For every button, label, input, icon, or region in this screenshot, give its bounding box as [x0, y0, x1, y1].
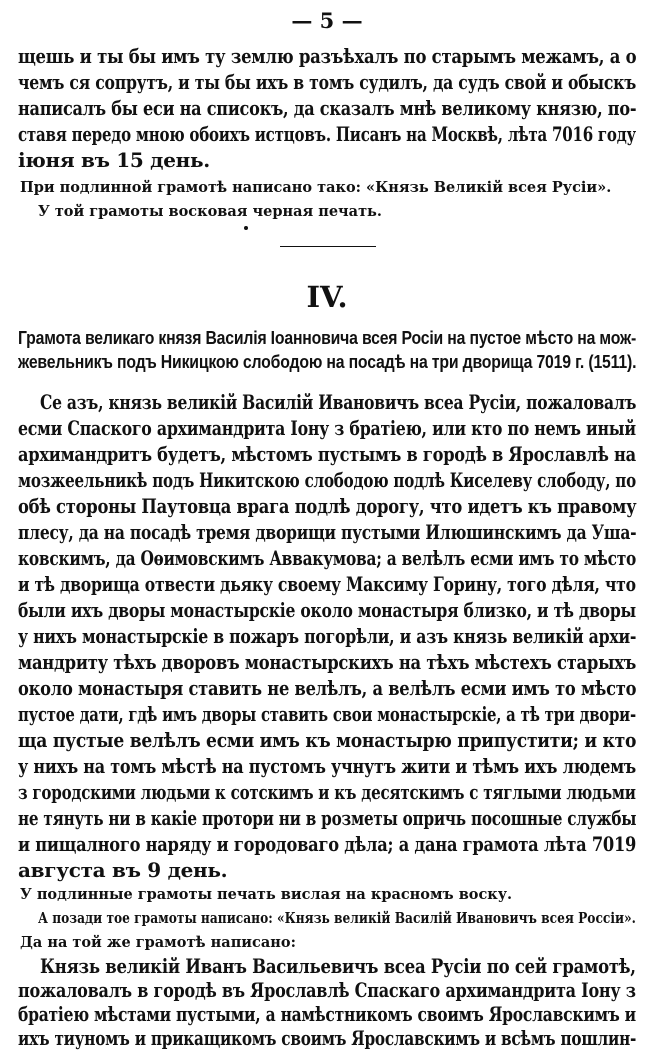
- text-line: не тянуть ни в какіе протори ни в розметы опричь посошные службы: [18, 806, 637, 830]
- text-line: з городскими людьми к сотскимъ и къ десятскимъ с тяглыми людьми: [18, 780, 636, 804]
- text-line: Се азъ, князь великій Василій Ивановичъ всеа Русіи, пожаловалъ: [40, 390, 637, 414]
- document-page: [18, 0, 637, 1050]
- text-line: ковскимъ, да Оѳимовскимъ Аввакумова; а велѣлъ есми имъ то мѣсто: [18, 546, 637, 570]
- text-line: августа въ 9 день.: [18, 858, 228, 882]
- ink-dot: [244, 226, 248, 230]
- note-line: А позади тое грамоты написано: «Князь великій Василій Ивановичъ всея Россіи».: [38, 910, 636, 927]
- note-line: При подлинной грамотѣ написано тако: «Князь Великій всея Русіи».: [20, 179, 612, 196]
- text-line: написалъ бы еси на списокъ, да сказалъ мнѣ великому князю, по-: [18, 96, 637, 120]
- text-line: чемъ ся сопрутъ, и ты бы ихъ в томъ судилъ, да судъ свой и обыскъ: [18, 70, 637, 94]
- text-line: и пищалного наряду и городоваго дѣла; а дана грамота лѣта 7019: [18, 832, 637, 856]
- text-line: щешь и ты бы имъ ту землю разъѣхалъ по старымъ межамъ, а о: [18, 44, 637, 68]
- text-line: плесу, да на посадѣ тремя дворищи пустыми Илюшинскимъ да Ушa-: [18, 520, 637, 544]
- text-line: у нихъ монастырскіе в пожаръ погорѣли, и азъ князь великій архи-: [18, 624, 637, 648]
- text-line: архимандритъ будетъ, мѣстомъ пустымъ в городѣ в Ярославлѣ на: [18, 442, 636, 466]
- text-line: братіею мѣстами пустыми, а намѣстникомъ своимъ Ярославскимъ и: [18, 1002, 636, 1026]
- text-line: обѣ стороны Паутовца врага подлѣ дорогу, что идетъ къ правому: [18, 494, 637, 518]
- note-line: Да на той же грамотѣ написано:: [20, 934, 296, 951]
- text-line: около монастыря ставить не велѣлъ, а велѣлъ есми имъ то мѣсто: [18, 676, 637, 700]
- note-line: У той грамоты восковая черная печать.: [38, 203, 382, 220]
- note-line: У подлинные грамоты печать вислая на красномъ воску.: [20, 886, 513, 903]
- text-line: пожаловалъ в городѣ въ Ярославлѣ Спаскаго архимандрита Іону з: [18, 978, 636, 1002]
- text-line: есми Спаского архимандрита Іону з братіею, или кто по немъ иный: [18, 416, 636, 440]
- text-line: ихъ тиуномъ и прикащикомъ своимъ Ярославскимъ и всѣмъ пошлин-: [18, 1026, 637, 1050]
- text-line: іюня въ 15 день.: [18, 148, 210, 172]
- section-numeral: IV.: [306, 280, 348, 314]
- text-line: ща пустые велѣлъ есми имъ къ монастырю припустити; и кто: [18, 728, 637, 752]
- heading-line: Грамота великаго князя Василія Іоанновича всея Росіи на пустое мѣсто на мож-: [18, 328, 637, 348]
- text-line: у нихъ на томъ мѣстѣ на пустомъ учнутъ жити и тѣмъ ихъ людемъ: [18, 754, 636, 778]
- text-line: пустое дати, гдѣ имъ дворы ставить свои монастырскіе, а тѣ три двори-: [18, 702, 636, 726]
- page-number: — 5 —: [291, 8, 363, 33]
- text-line: мандриту тѣхъ дворовъ монастырскихъ на тѣхъ мѣстехъ старыхъ: [18, 650, 637, 674]
- text-line: мозжеельникѣ подъ Никитскою слободою подлѣ Киселеву слободу, по: [18, 468, 636, 492]
- text-line: были ихъ дворы монастырскіе около монастыря близко, и тѣ дворы: [18, 598, 636, 622]
- section-divider: [280, 246, 376, 247]
- text-line: и тѣ дворища отвести дьяку своему Максиму Горину, того дѣля, что: [18, 572, 636, 596]
- heading-line: жевельникъ подъ Никицкою слободою на посадѣ на три дворища 7019 г. (1511).: [18, 352, 637, 372]
- text-line: Князь великій Иванъ Васильевичъ всеа Русіи по сей грамотѣ,: [40, 954, 636, 978]
- text-line: ставя передо мною обоихъ истцовъ. Писанъ на Москвѣ, лѣта 7016 году: [18, 122, 636, 146]
